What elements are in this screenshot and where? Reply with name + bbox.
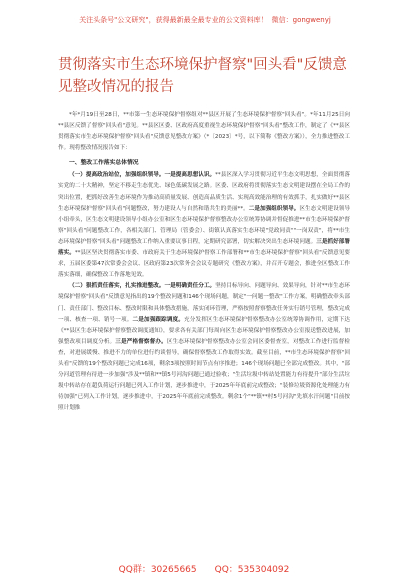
paragraph-1-b2: 二是加强组织领导。: [248, 205, 300, 212]
paragraph-2-lead: （二）狠抓责任落实，扎实推进整改。一是明确责任分工。: [69, 283, 216, 290]
paragraph-2-b2: 二是加强跟踪调度。: [132, 316, 185, 323]
paragraph-2: [58, 281, 350, 414]
paragraph-2-text3: 区生态环境保护督察整改办公室会同区委督查室，对整改工作进行监督检查，对进展缓慢、推进不力的单位进行约谈督导，确保督察整改工作取得实效。截至目前，**市生态环境保护督察"回头看"反馈的19个整改问题已完成16项，剩余3项按照时间节点有序推进；146个现场问题已全部完成整改。: [58, 338, 350, 367]
paragraph-2-b3: 三是严格督察督办。: [115, 338, 167, 345]
paragraph-1-text2: 区生态文明建设领导小组牵头，区生态文明建设领导小组办公室和区生态环境保护督察整改办公室统筹协调并督促推进**市生态环境保护督察"回头看"问题整改工作，各相关部门、管理局（管委会）、街镇认真落实生态环境"党政同责""一岗双责"，将**市生态环境保护督察"回头看"问题整改工作纳入重要议事日程，定期研究部署，切实解决突出生态环境问题。: [58, 205, 350, 245]
paragraph-2-text4: 其中，"部分河道管理有待进一步加强"涉及**镇和**镇5号河沟问题已通过验收；"生活垃圾中转站处置能力有待提升"部分生活垃圾中转站存在超负荷运行问题已列入工作计划，逐步推进中，于2025年年底前完成整改；"装修垃圾资源化处理能力有待加强"已列入工作计划，逐步推进中，于2025年年底前完成整改。剩余1个"**镇**村5号河沟"先填水汗问题"目前按照计划推: [58, 360, 351, 412]
top-banner: [80, 8, 330, 32]
intro-paragraph: *年*月19日至28日，**市第一生态环境保护督察组对**县区开展了生态环境保护督察"回头看"。*年11月25日向**县区反馈了督察"回头看"意见。**县区区委、区政府高度重视生态环境保护督察"回头看"整改工作，制定了《**县区贯彻落实市生态环境保护督察"回头看"反馈意见整改方案》（*〔2023〕*号，以下简称《整改方案》），全力推进整改工作。现将整改情况报告如下：: [58, 112, 350, 152]
footer-contact: [0, 556, 408, 580]
banner-wechat: 微信：gongwenyj: [271, 16, 331, 24]
document-title: 贯彻落实市生态环境保护督察"回头看"反馈意见整改情况的报告: [58, 57, 347, 95]
footer-qq: QQ：535304092: [214, 564, 290, 575]
paragraph-2-text2: 充分发挥区生态环境保护督察整改办公室统筹协调作用，定期下达《**县区生态环境保护督察整改调度通知》，要求各有关部门每周向区生态环境保护督察整改办公室报送整改进展，加强整改项目调度分析。: [58, 316, 350, 345]
footer-qq-group: QQ群：30265665: [118, 564, 197, 575]
section-heading: 一、整改工作落实总体情况: [69, 160, 139, 167]
banner-text: 关注头条号"公文研究"，获得最新最全最专业的公文资料库！: [79, 16, 268, 24]
paragraph-1: [58, 170, 350, 281]
paragraph-1-lead: （一）提高政治站位，加强组织领导。一是提高思想认识。: [69, 172, 216, 179]
document-body: [58, 54, 350, 414]
paragraph-2-text: 坚持目标导向、问题导向、效果导向，针对**市生态环境保护督察"回头看"反馈意见指出的19个整改问题和146个现场问题，制定"一问题一整改"工作方案，明确整改牵头部门、责任部门、整改目标、整改时限和具体整改措施，落实闭环管理，严格按照督察整改任务实行销号管理，整改完成一项、核查一项、销号一项。: [58, 283, 350, 323]
paragraph-1-text3: **县区坚决贯彻落实市委、市政府关于生态环境保护督察工作部署和**市生态环境保护督察"回头看"反馈意见要求，五届区委第47次常委会会议、区政府第23次常务会会议专题研究《整改方案》，并召开专题会，推进全区整改工作落实落细，确保整改工作落地见效。: [58, 250, 350, 279]
paragraph-1-b3: 三是抓好部署落实。: [58, 238, 350, 257]
paragraph-1-text: **县区深入学习贯彻习近平生态文明思想，全面贯彻落实党的二十大精神，坚定不移走生态优先、绿色低碳发展之路。区委、区政府将贯彻落实生态文明建设摆在全局工作的突出位置，把抓好改善生态环境作为推动高质量发展、创造高品质生活、实现高效能治理的有效抓手，扎实做好**县区生态环境保护督察"回头看"问题整改，努力建设人与自然和谐共生的美丽**。: [58, 172, 350, 212]
